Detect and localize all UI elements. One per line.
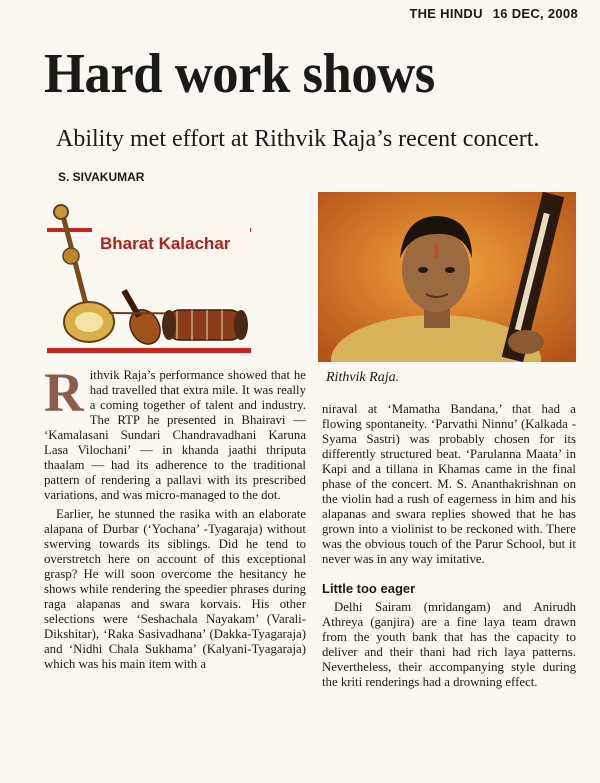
publication-date: 16 DEC, 2008 bbox=[492, 6, 578, 21]
headline: Hard work shows bbox=[44, 43, 435, 105]
paragraph-text: ithvik Raja’s performance showed that he had travelled that extra mile. It was really a coming together of talent and industry. The RTP he presented in Bhairavi — ‘Kamalasani Sundari Chandravadhani Karuna Lasa Vilochani’ — in khanda jaathi thriputa thaalam — had its adherence to the traditional pattern of rendering a pallavi with its prescribed variations, and was micro-managed to the dot. bbox=[44, 368, 306, 502]
portrait-photo bbox=[318, 192, 576, 362]
masthead bbox=[403, 6, 578, 21]
subheading: Little too eager bbox=[322, 581, 416, 596]
paragraph: Earlier, he stunned the rasika with an elaborate alapana of Durbar (‘Yochana’ -Tyagaraja) without swerving towards its siblings. Did he tend to overstretch here on account of this exceptional grasp? He will soon overcome the hesitancy he shows while rendering the speedier phrases during raga alapanas and swara korvais. His other selections were ‘Seshachala Nayakam’ (Varali-Dikshitar), ‘Raka Sasivadhana’ (Dakka-Tyagaraja) and ‘Nidhi Chala Sukhama’ (Kalyani-Tyagaraja) which was his main item with a bbox=[44, 507, 306, 671]
article-column-2 bbox=[322, 402, 576, 694]
veena-icon bbox=[54, 205, 114, 342]
paragraph: niraval at ‘Mamatha Bandana,’ that had a flowing spontaneity. ‘Parvathi Ninnu’ (Kalkada -Syama Sastri) was probably chosen for its differently structured beat. ‘Parulanna Maata’ in Kapi and a tillana in Khamas came in the final phase of the concert. M. S. Ananthakrishnan on the violin had a rush of eagerness in him and his alapanas and swara replies showed that he has grown into a violinist to be reckoned with. There was the obvious touch of the Parur School, but it never was in any way imitative. bbox=[322, 402, 576, 566]
paragraph: Delhi Sairam (mridangam) and Anirudh Athreya (ganjira) are a fine laya team drawn from the youth bank that has the capacity to deliver and their thani had rich laya patterns. Nevertheless, their accompanying style during the kriti renderings had a drowning effect. bbox=[322, 600, 576, 689]
logo-bottom-rule bbox=[47, 348, 251, 353]
photo-caption: Rithvik Raja. bbox=[326, 370, 400, 385]
byline: S. SIVAKUMAR bbox=[58, 170, 145, 184]
newspaper-name: THE HINDU bbox=[409, 6, 483, 21]
article-column-1 bbox=[44, 362, 306, 676]
column-logo: Bharat Kalachar bbox=[92, 228, 250, 260]
mridangam-icon bbox=[162, 310, 248, 340]
deck: Ability met effort at Rithvik Raja’s recent concert. bbox=[56, 126, 540, 152]
drop-cap: R bbox=[44, 362, 84, 423]
bharat-kalachar-logo-art bbox=[47, 198, 251, 358]
paragraph bbox=[44, 362, 306, 503]
